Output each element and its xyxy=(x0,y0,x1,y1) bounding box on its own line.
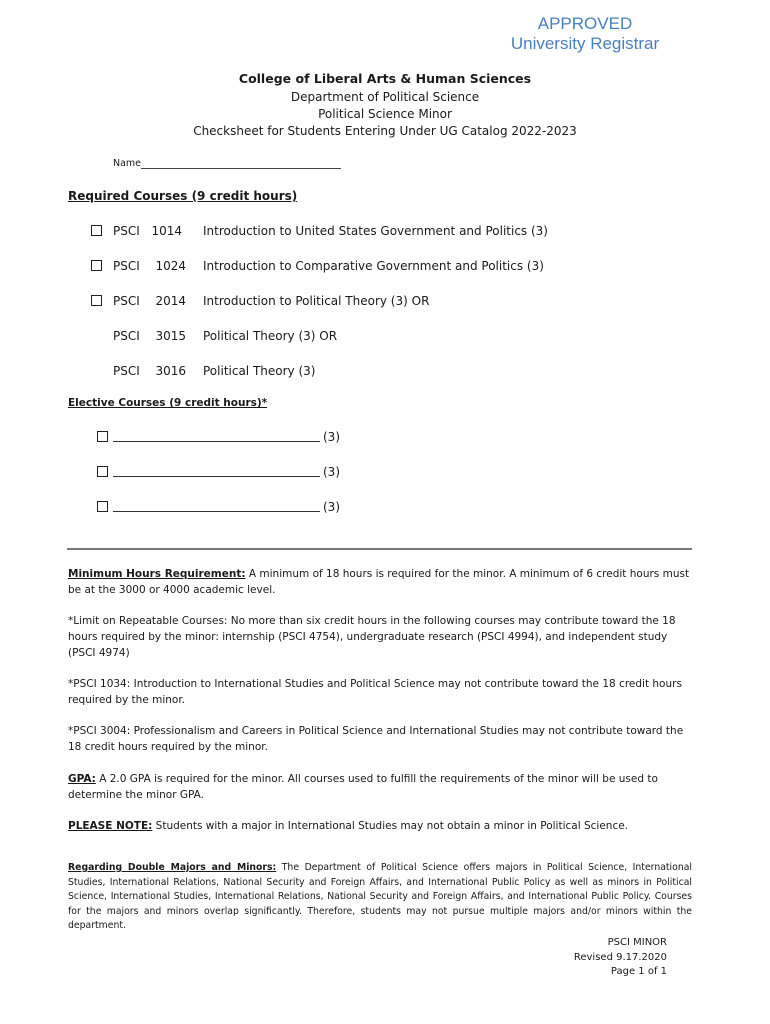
course-title: Political Theory (3) xyxy=(203,364,316,378)
footer-revised: Revised 9.17.2020 xyxy=(573,951,667,963)
please-note-text: Students with a major in International Studies may not obtain a minor in Political Science. xyxy=(152,820,629,832)
course-title: Introduction to United States Government and Politics (3) xyxy=(203,224,548,238)
course-row xyxy=(90,362,690,380)
footer-minor: PSCI MINOR xyxy=(607,937,667,948)
program-name: Political Science Minor xyxy=(318,107,452,121)
elective-blank[interactable] xyxy=(113,476,320,477)
elective-hours: (3) xyxy=(323,430,340,444)
course-number: 1014 xyxy=(151,224,182,238)
department-name: Department of Political Science xyxy=(290,90,480,104)
course-number: 3015 xyxy=(155,329,186,343)
gpa-text: A 2.0 GPA is required for the minor. All courses used to fulfill the requirements of the minor will be used to determine the minor GPA. xyxy=(68,773,658,801)
double-majors-label: Regarding Double Majors and Minors: xyxy=(68,862,277,873)
document-header xyxy=(0,70,770,140)
psci1034-note: *PSCI 1034: Introduction to International Studies and Political Science may not contribute toward the 18 credit hours required by the minor. xyxy=(68,678,682,706)
college-name: College of Liberal Arts & Human Sciences xyxy=(238,71,532,86)
psci3004-note: *PSCI 3004: Professionalism and Careers in Political Science and International Studies may not contribute toward the 18 credit hours required by the minor. xyxy=(68,725,684,753)
course-number: 3016 xyxy=(155,364,186,378)
double-majors-text: The Department of Political Science offers majors in Political Science, International Studies, International Relations, National Security and Foreign Affairs, and International Public Policy as well as minors in Political Science, International Studies, International Relations, National Security and Foreign Affairs, and International Public Policy. Courses for the majors and minors overlap significantly. Therefore, students may not pursue multiple majors and/or minors within the department. xyxy=(68,862,692,931)
course-dept: PSCI xyxy=(113,329,140,343)
course-checkbox[interactable] xyxy=(91,260,102,271)
elective-courses-title: Elective Courses (9 credit hours)* xyxy=(68,397,268,409)
course-dept: PSCI xyxy=(113,259,140,273)
course-row xyxy=(90,327,690,345)
course-dept: PSCI xyxy=(113,294,140,308)
min-hours-label: Minimum Hours Requirement: xyxy=(68,568,246,580)
stamp-approved: APPROVED xyxy=(537,14,633,33)
please-note-label: PLEASE NOTE: xyxy=(68,820,153,832)
checksheet-title: Checksheet for Students Entering Under UG Catalog 2022-2023 xyxy=(193,124,577,138)
footer-page: Page 1 of 1 xyxy=(610,966,667,977)
gpa-label: GPA: xyxy=(68,773,96,785)
course-dept: PSCI xyxy=(113,224,140,238)
course-row xyxy=(90,257,690,275)
double-majors-note xyxy=(68,861,692,934)
course-title: Political Theory (3) OR xyxy=(203,329,338,343)
course-checkbox[interactable] xyxy=(91,295,102,306)
course-title: Introduction to Comparative Government and Politics (3) xyxy=(203,259,544,273)
course-title: Introduction to Political Theory (3) OR xyxy=(203,294,430,308)
course-number: 1024 xyxy=(155,259,186,273)
elective-hours: (3) xyxy=(323,465,340,479)
please-note xyxy=(68,818,692,834)
section-divider xyxy=(67,548,692,550)
elective-hours: (3) xyxy=(323,500,340,514)
course-row xyxy=(90,292,690,310)
course-dept: PSCI xyxy=(113,364,140,378)
gpa-note xyxy=(68,771,692,803)
elective-blank[interactable] xyxy=(113,441,320,442)
course-checkbox[interactable] xyxy=(91,225,102,236)
name-field xyxy=(113,158,341,169)
elective-checkbox[interactable] xyxy=(97,466,108,477)
elective-blank[interactable] xyxy=(113,511,320,512)
min-hours-text: A minimum of 18 hours is required for the minor. A minimum of 6 credit hours must be at the 3000 or 4000 academic level. xyxy=(68,568,690,596)
approval-stamp xyxy=(470,14,700,54)
stamp-registrar: University Registrar xyxy=(510,34,660,53)
elective-checkbox[interactable] xyxy=(97,501,108,512)
course-number: 2014 xyxy=(155,294,186,308)
elective-checkbox[interactable] xyxy=(97,431,108,442)
page-footer xyxy=(560,936,667,980)
required-courses-title: Required Courses (9 credit hours) xyxy=(68,189,298,203)
course-row xyxy=(90,222,690,240)
name-label: Name xyxy=(113,158,142,169)
repeatable-note: *Limit on Repeatable Courses: No more than six credit hours in the following courses may contribute toward the 18 hours required by the minor: internship (PSCI 4754), undergraduate research (PSCI 4994), and independent study (PSCI 4974) xyxy=(68,615,676,659)
name-blank[interactable] xyxy=(141,158,341,169)
min-hours-note xyxy=(68,566,692,598)
